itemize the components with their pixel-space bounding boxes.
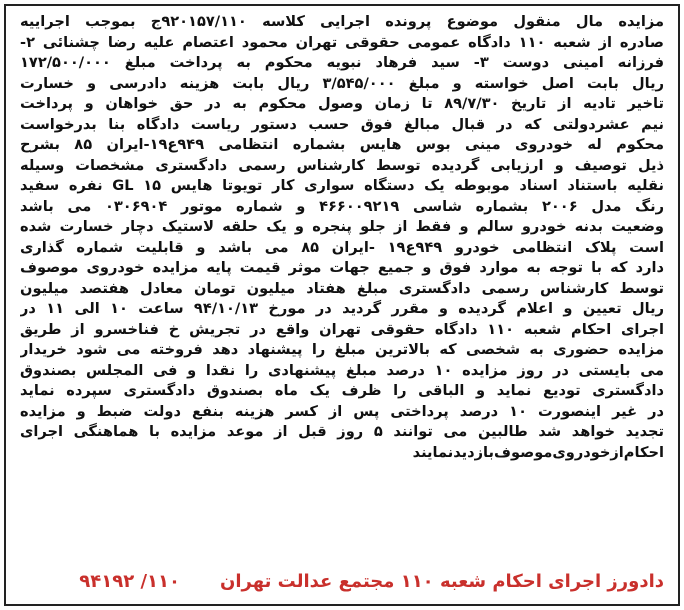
notice-line: احکام‌از‌خودروی‌موصوف‌بازدید‌نمایند bbox=[412, 443, 664, 461]
notice-line: نیم عشردولتی که در قبال مبالغ فوق حسب دستور ریاست دادگاه بنا بدرخواست bbox=[20, 115, 664, 133]
notice-line: ذیل توصیف و ارزیابی گردیده توسط کارشناس رسمی دادگستری مشخصات وسیله bbox=[20, 156, 664, 174]
auction-notice bbox=[4, 4, 680, 606]
notice-line: رنگ مدل ۲۰۰۶ بشماره شاسی ۴۶۶۰۰۹۲۱۹ و شماره موتور ۰۳۰۶۹۰۴ می باشد bbox=[20, 197, 664, 215]
notice-line: فرزانه امینی دوست ۳- سید فرهاد نبویه محکوم به پرداخت مبلغ ۱۷۲/۵۰۰/۰۰۰ bbox=[20, 54, 664, 71]
notice-line: دارد که با توجه به موارد فوق و جمیع جهات موثر قیمت پایه مزایده خودروی موصوف bbox=[20, 259, 664, 276]
notice-line: در غیر اینصورت ۱۰ درصد پرداختی پس از کسر هزینه بنفع دولت ضبط و مزایده bbox=[20, 402, 664, 420]
notice-line: اجرای احکام شعبه ۱۱۰ دادگاه حقوقی تهران واقع در تجریش خ فناخسرو از طریق bbox=[20, 320, 664, 338]
notice-line: وضعیت بدنه خودرو سالم و فقط از جلو پنجره و یک حلقه لاستیک دچار خسارت شده bbox=[20, 218, 664, 235]
notice-footer bbox=[20, 566, 664, 596]
notice-line: دادگستری تودیع نماید و الباقی را ظرف یک ماه بصندوق دادگستری سپرده نماید bbox=[20, 382, 664, 399]
notice-line: توسط کارشناس رسمی دادگستری مبلغ هفتاد میلیون تومان معادل هفتصد میلیون bbox=[20, 279, 664, 297]
notice-line: نقلیه باستناد اسناد موبوطه یک دستگاه سواری کار تویوتا هایس GL ۱۵ نفره سفید bbox=[20, 177, 664, 194]
notice-line: ریال تعیین و اعلام گردیده و مقرر گردید در مورخ ۹۴/۱۰/۱۳ ساعت ۱۰ الی ۱۱ در bbox=[20, 300, 664, 317]
notice-line: محکوم له خودروی مینی بوس هایس بشماره انتظامی ۹۴۹ع۱۹-ایران ۸۵ بشرح bbox=[20, 136, 664, 153]
notice-line: تاخیر تادیه از تاریخ ۸۹/۷/۳۰ تا زمان وصول محکوم به در حق خواهان و پرداخت bbox=[20, 95, 664, 112]
notice-code: ۱۱۰/ ۹۴۱۹۲ bbox=[79, 570, 181, 592]
notice-line: مزایده مال منقول موضوع پرونده اجرایی کلاسه ۹۲۰۱۵۷/۱۱۰ج بموجب اجراییه bbox=[20, 13, 664, 30]
notice-line: تجدید خواهد شد طالبین می توانند ۵ روز قبل از موعد مزایده با هماهنگی اجرای bbox=[20, 423, 664, 440]
notice-line: می بایستی در روز مزایده ۱۰ درصد مبلغ پیشنهادی را نقدا و فی المجلس بصندوق bbox=[20, 361, 664, 379]
signature-text: دادورز اجرای احکام شعبه ۱۱۰ مجتمع عدالت تهران bbox=[220, 570, 664, 592]
notice-line: ریال بابت اصل خواسته و مبلغ ۳/۵۴۵/۰۰۰ ریال بابت هزینه دادرسی و خسارت bbox=[20, 74, 664, 92]
notice-line: صادره از شعبه ۱۱۰ دادگاه عمومی حقوقی تهران محمود اعتصام علیه رضا چشنائی ۲- bbox=[20, 33, 664, 51]
notice-body bbox=[20, 12, 664, 463]
notice-line: است پلاک انتظامی خودرو ۹۴۹ع۱۹ -ایران ۸۵ می باشد و قابلیت شماره گذاری bbox=[20, 238, 664, 256]
notice-line: مزایده حضوری به شخصی که بالاترین مبلغ را پیشنهاد دهد فروخته می شود خریدار bbox=[20, 341, 664, 358]
